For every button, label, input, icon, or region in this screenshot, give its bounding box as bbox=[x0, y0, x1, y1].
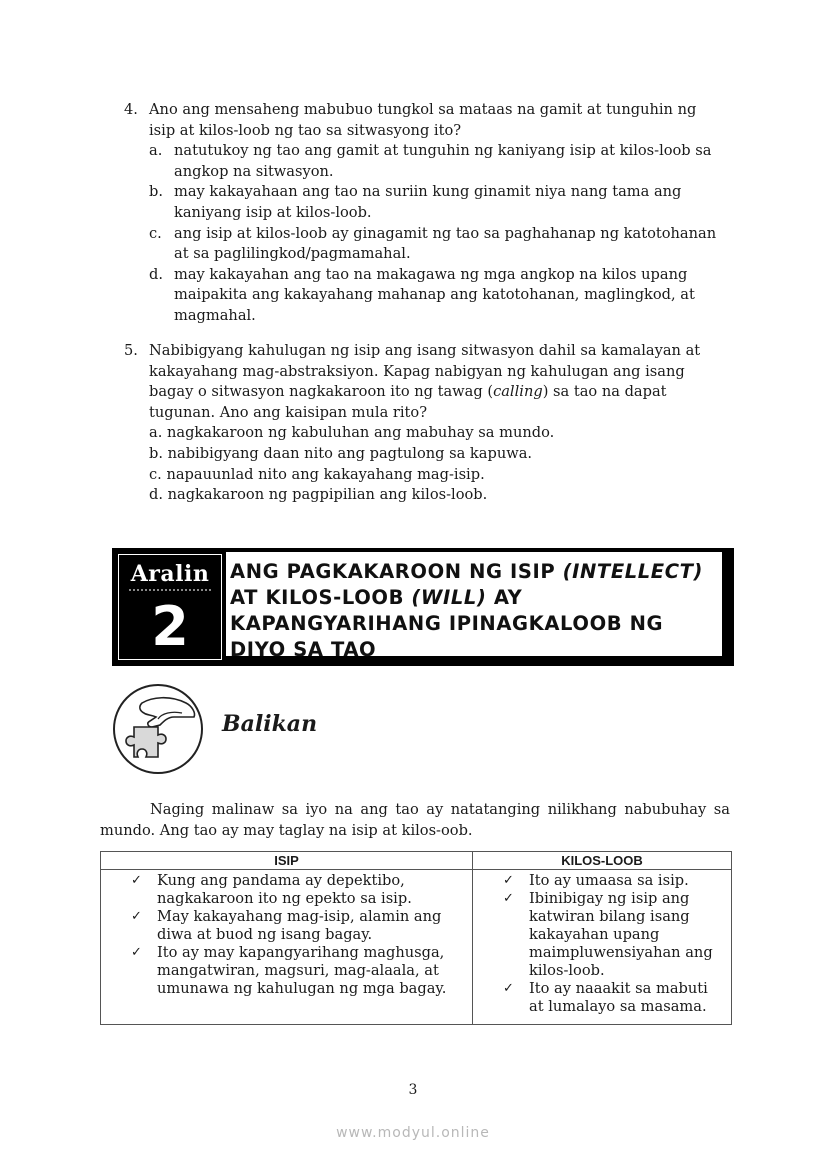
list-item-text: Ito ay may kapangyarihang maghusga, mangatwiran, magsuri, mag-alaala, at umunawa ng kahulugan ng mga bagay. bbox=[157, 944, 447, 997]
option-line: at sa paglilingkod/pagmamahal. bbox=[174, 245, 411, 263]
page-number: 3 bbox=[408, 1082, 418, 1098]
option-line: kaniyang isip at kilos-loob. bbox=[174, 203, 372, 221]
list-item bbox=[501, 872, 725, 890]
option-letter: a. bbox=[149, 142, 163, 160]
kilos-loob-cell bbox=[473, 870, 732, 1025]
column-header-kilos-loob: KILOS-LOOB bbox=[473, 852, 732, 870]
check-icon: ✓ bbox=[503, 981, 514, 996]
lesson-number: 2 bbox=[151, 595, 189, 658]
option-line: magmahal. bbox=[174, 306, 256, 324]
option-line: may kakayahaan ang tao na suriin kung ginamit niya nang tama ang bbox=[174, 183, 682, 201]
title-text: ANG PAGKAKAROON NG ISIP bbox=[230, 560, 563, 583]
column-header-isip: ISIP bbox=[101, 852, 473, 870]
title-emphasis: (INTELLECT) bbox=[562, 560, 704, 583]
check-icon: ✓ bbox=[131, 873, 142, 888]
check-icon: ✓ bbox=[503, 873, 514, 888]
list-item bbox=[501, 890, 725, 980]
option-a: a. nagkakaroon ng kabuluhan ang mabuhay sa mundo. bbox=[149, 424, 555, 442]
question-5 bbox=[124, 341, 734, 506]
list-item bbox=[129, 944, 466, 998]
option-letter: d. bbox=[149, 265, 163, 283]
title-line bbox=[230, 585, 712, 611]
list-item bbox=[501, 980, 725, 1016]
table-row bbox=[101, 870, 732, 1025]
list-item bbox=[129, 872, 466, 908]
option-letter: c. bbox=[149, 224, 162, 242]
intro-text: Naging malinaw sa iyo na ang tao ay natatanging nilikhang nabubuhay sa mundo. Ang tao ay may taglay na isip at kilos-oob. bbox=[100, 801, 730, 839]
lesson-number-box bbox=[118, 554, 222, 660]
stem-line: isip at kilos-loob ng tao sa sitwasyong ito? bbox=[149, 121, 462, 139]
option-d: d. nagkakaroon ng pagpipilian ang kilos-loob. bbox=[149, 486, 488, 504]
option-line: may kakayahan ang tao na makagawa ng mga angkop na kilos upang bbox=[174, 265, 688, 283]
option-c bbox=[149, 224, 734, 265]
stem-line: Nabibigyang kahulugan ng isip ang isang sitwasyon dahil sa kamalayan at bbox=[149, 342, 701, 359]
check-icon: ✓ bbox=[131, 909, 142, 924]
section-title: Balikan bbox=[222, 711, 318, 737]
list-item bbox=[129, 908, 466, 944]
stem-line: tugunan. Ano ang kaisipan mula rito? bbox=[149, 403, 428, 421]
option-line: ang isip at kilos-loob ay ginagamit ng tao sa paghahanap ng katotohanan bbox=[174, 224, 717, 242]
option-line: angkop na sitwasyon. bbox=[174, 162, 334, 180]
isip-kilos-loob-table bbox=[100, 851, 732, 1025]
list-item-text: Kung ang pandama ay depektibo, nagkakaroon ito ng epekto sa isip. bbox=[157, 872, 412, 907]
question-number: 5. bbox=[124, 342, 138, 359]
title-emphasis: (WILL) bbox=[411, 586, 487, 609]
title-text: AT KILOS-LOOB bbox=[230, 586, 412, 609]
list-item-text: Ito ay naaakit sa mabuti at lumalayo sa masama. bbox=[529, 980, 708, 1015]
option-c: c. napauunlad nito ang kakayahang mag-isip. bbox=[149, 465, 485, 483]
title-line: DIYO SA TAO bbox=[230, 638, 377, 661]
option-line: natutukoy ng tao ang gamit at tunguhin ng kaniyang isip at kilos-loob sa bbox=[174, 142, 712, 160]
lesson-label: Aralin bbox=[130, 561, 210, 587]
isip-cell bbox=[101, 870, 473, 1025]
option-b bbox=[149, 182, 734, 223]
stem-text: ) sa tao na dapat bbox=[542, 383, 667, 401]
hand-puzzle-icon bbox=[112, 683, 204, 775]
title-text: AY bbox=[486, 586, 523, 609]
intro-paragraph bbox=[100, 799, 730, 841]
option-letter: b. bbox=[149, 183, 163, 201]
option-d bbox=[149, 265, 734, 327]
watermark: www.modyul.online bbox=[336, 1125, 490, 1141]
list-item-text: Ibinibigay ng isip ang katwiran bilang isang kakayahan upang maimpluwensiyahan ang kilos-loob. bbox=[529, 890, 713, 979]
title-line: KAPANGYARIHANG IPINAGKALOOB NG bbox=[230, 612, 664, 635]
option-a bbox=[149, 141, 734, 182]
question-number: 4. bbox=[124, 101, 138, 118]
check-icon: ✓ bbox=[503, 891, 514, 906]
divider bbox=[129, 589, 211, 593]
list-item-text: Ito ay umaasa sa isip. bbox=[529, 872, 689, 889]
question-4 bbox=[124, 100, 734, 327]
stem-text: bagay o sitwasyon nagkakaroon ito ng tawag ( bbox=[149, 383, 494, 401]
option-b: b. nabibigyang daan nito ang pagtulong sa kapuwa. bbox=[149, 444, 533, 462]
lesson-banner bbox=[112, 548, 734, 666]
option-line: maipakita ang kakayahang mahanap ang katotohanan, maglingkod, at bbox=[174, 286, 695, 304]
stem-emphasis: calling bbox=[493, 383, 543, 401]
title-line bbox=[230, 559, 712, 585]
stem-line: kakayahang mag-abstraksiyon. Kapag nabigyan ng kahulugan ang isang bbox=[149, 362, 685, 380]
list-item-text: May kakayahang mag-isip, alamin ang diwa at buod ng isang bagay. bbox=[157, 908, 442, 943]
stem-line bbox=[149, 382, 734, 403]
question-stem bbox=[149, 341, 734, 423]
question-stem bbox=[149, 100, 734, 141]
stem-line: Ano ang mensaheng mabubuo tungkol sa mataas na gamit at tunguhin ng bbox=[149, 101, 697, 118]
check-icon: ✓ bbox=[131, 945, 142, 960]
lesson-title bbox=[226, 552, 726, 660]
